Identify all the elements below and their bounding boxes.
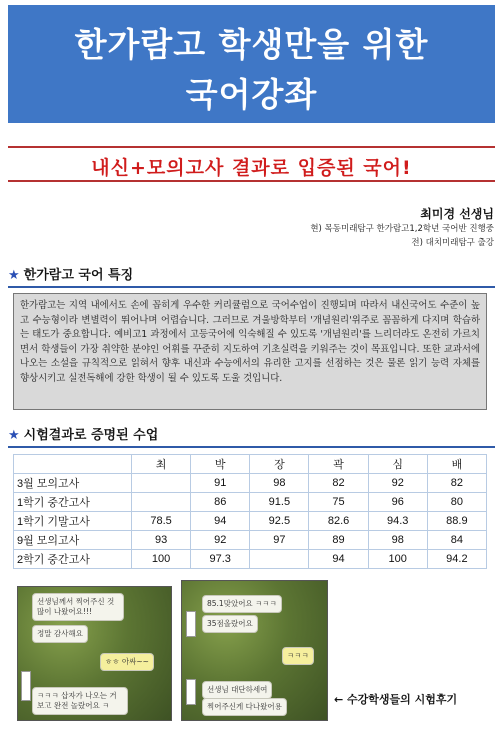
score-cell: 100 — [132, 550, 191, 569]
score-cell: 98 — [250, 474, 309, 493]
score-cell: 92 — [191, 531, 250, 550]
redaction-block — [21, 671, 31, 701]
score-cell: 98 — [368, 531, 427, 550]
score-cell: 82 — [309, 474, 368, 493]
chat-message: ㅎㅎ 아싸~~ — [100, 653, 154, 671]
table-row — [14, 550, 487, 569]
header-cell: 곽 — [309, 455, 368, 474]
chat-message: 선생님께서 찍어주신 것 많이 나왔어요!!! — [32, 593, 124, 621]
row-label: 2학기 중간고사 — [14, 550, 132, 569]
teacher-career-past: 전) 대치미래탐구 출강 — [411, 238, 494, 248]
table-row — [14, 512, 487, 531]
score-cell — [250, 550, 309, 569]
score-cell: 86 — [191, 493, 250, 512]
subtitle-text: 내신+모의고사 결과로 입증된 국어! — [91, 157, 412, 179]
chat-screenshot-2 — [181, 580, 328, 721]
reviews-caption: ← 수강학생들의 시험후기 — [334, 693, 458, 706]
chat-screenshot-1 — [17, 586, 172, 721]
table-row — [14, 531, 487, 550]
chat-message: 85.1맞았어요 ㅋㅋㅋ — [202, 595, 282, 613]
score-cell: 97 — [250, 531, 309, 550]
banner-title-line2: 국어강좌 — [185, 75, 318, 114]
chat-message: 35점올랐어요 — [202, 615, 258, 633]
description-box: 한가람고는 지역 내에서도 손에 꼽히게 우수한 커리큘럼으로 국어수업이 진행되며 따라서 내신국어도 수준이 높고 수능형이라 변별력이 뛰어나며 어렵습니다. 그러므로 겨울방학부터 '개념원리'위주로 꼼꼼하게 다지며 학습하는 태도가 중요합니다. 예비고1 과정에서 고등국어에 익숙해질 수 있도록 '개념원리'를 느리더라도 온전히 가르치면서 학생들이 가장 취약한 분야인 어휘를 꾸준히 지도하여 기초실력을 키워주는 것이 목표입니다. 또한 교과서에 나오는 소설을 규칙적으로 읽혀서 향후 내신과 수능에서의 유리한 고지를 선점하는 것은 물론 읽기 능력 자체를 향상시키고 실전독해에 강한 학생이 될 수 있도록 도울 것입니다. — [13, 293, 487, 410]
chat-message: 찍어주신게 다나왔어용 — [202, 698, 287, 716]
header-cell: 장 — [250, 455, 309, 474]
title-banner — [8, 5, 495, 123]
chat-message: ㅋㅋㅋ — [282, 647, 314, 665]
section-title: 시험결과로 증명된 수업 — [23, 428, 159, 443]
score-cell: 97.3 — [191, 550, 250, 569]
row-label: 3월 모의고사 — [14, 474, 132, 493]
star-icon: ★ — [8, 428, 20, 443]
header-cell — [14, 455, 132, 474]
header-cell: 배 — [427, 455, 486, 474]
header-cell: 박 — [191, 455, 250, 474]
score-cell: 92 — [368, 474, 427, 493]
score-cell: 75 — [309, 493, 368, 512]
teacher-name: 최미경 선생님 — [420, 207, 494, 221]
redaction-block — [186, 611, 196, 637]
section-divider — [8, 446, 495, 448]
score-cell: 92.5 — [250, 512, 309, 531]
score-cell: 100 — [368, 550, 427, 569]
results-table — [13, 454, 487, 569]
subtitle-box — [8, 146, 495, 182]
section-divider — [8, 286, 495, 288]
score-cell: 89 — [309, 531, 368, 550]
score-cell: 94.3 — [368, 512, 427, 531]
section-heading-features — [8, 264, 133, 283]
table-header-row — [14, 455, 487, 474]
header-cell: 심 — [368, 455, 427, 474]
score-cell — [132, 493, 191, 512]
score-cell: 88.9 — [427, 512, 486, 531]
score-cell: 93 — [132, 531, 191, 550]
table-row — [14, 493, 487, 512]
redaction-block — [186, 679, 196, 705]
chat-message: 선생님 대단하세여 — [202, 681, 272, 699]
score-cell: 82 — [427, 474, 486, 493]
score-cell: 96 — [368, 493, 427, 512]
section-heading-results — [8, 424, 158, 443]
chat-message: 정말 감사해요 — [32, 625, 88, 643]
score-cell: 91.5 — [250, 493, 309, 512]
score-cell: 91 — [191, 474, 250, 493]
banner-title-line1: 한가람고 학생만을 위한 — [74, 25, 429, 64]
score-cell: 80 — [427, 493, 486, 512]
row-label: 1학기 중간고사 — [14, 493, 132, 512]
header-cell: 최 — [132, 455, 191, 474]
score-cell: 82.6 — [309, 512, 368, 531]
section-title: 한가람고 국어 특징 — [23, 268, 134, 283]
score-cell: 94.2 — [427, 550, 486, 569]
star-icon: ★ — [8, 268, 20, 283]
score-cell: 84 — [427, 531, 486, 550]
chat-message: ㅋㅋㅋ 삽자가 나오는 거 보고 완전 놀랐어요 ㅋ — [32, 687, 128, 715]
teacher-career-current: 현) 목동미래탐구 한가람고1,2학년 국어반 진행중 — [310, 224, 494, 234]
score-cell — [132, 474, 191, 493]
score-cell: 94 — [309, 550, 368, 569]
row-label: 9월 모의고사 — [14, 531, 132, 550]
table-row — [14, 474, 487, 493]
score-cell: 78.5 — [132, 512, 191, 531]
row-label: 1학기 기말고사 — [14, 512, 132, 531]
score-cell: 94 — [191, 512, 250, 531]
